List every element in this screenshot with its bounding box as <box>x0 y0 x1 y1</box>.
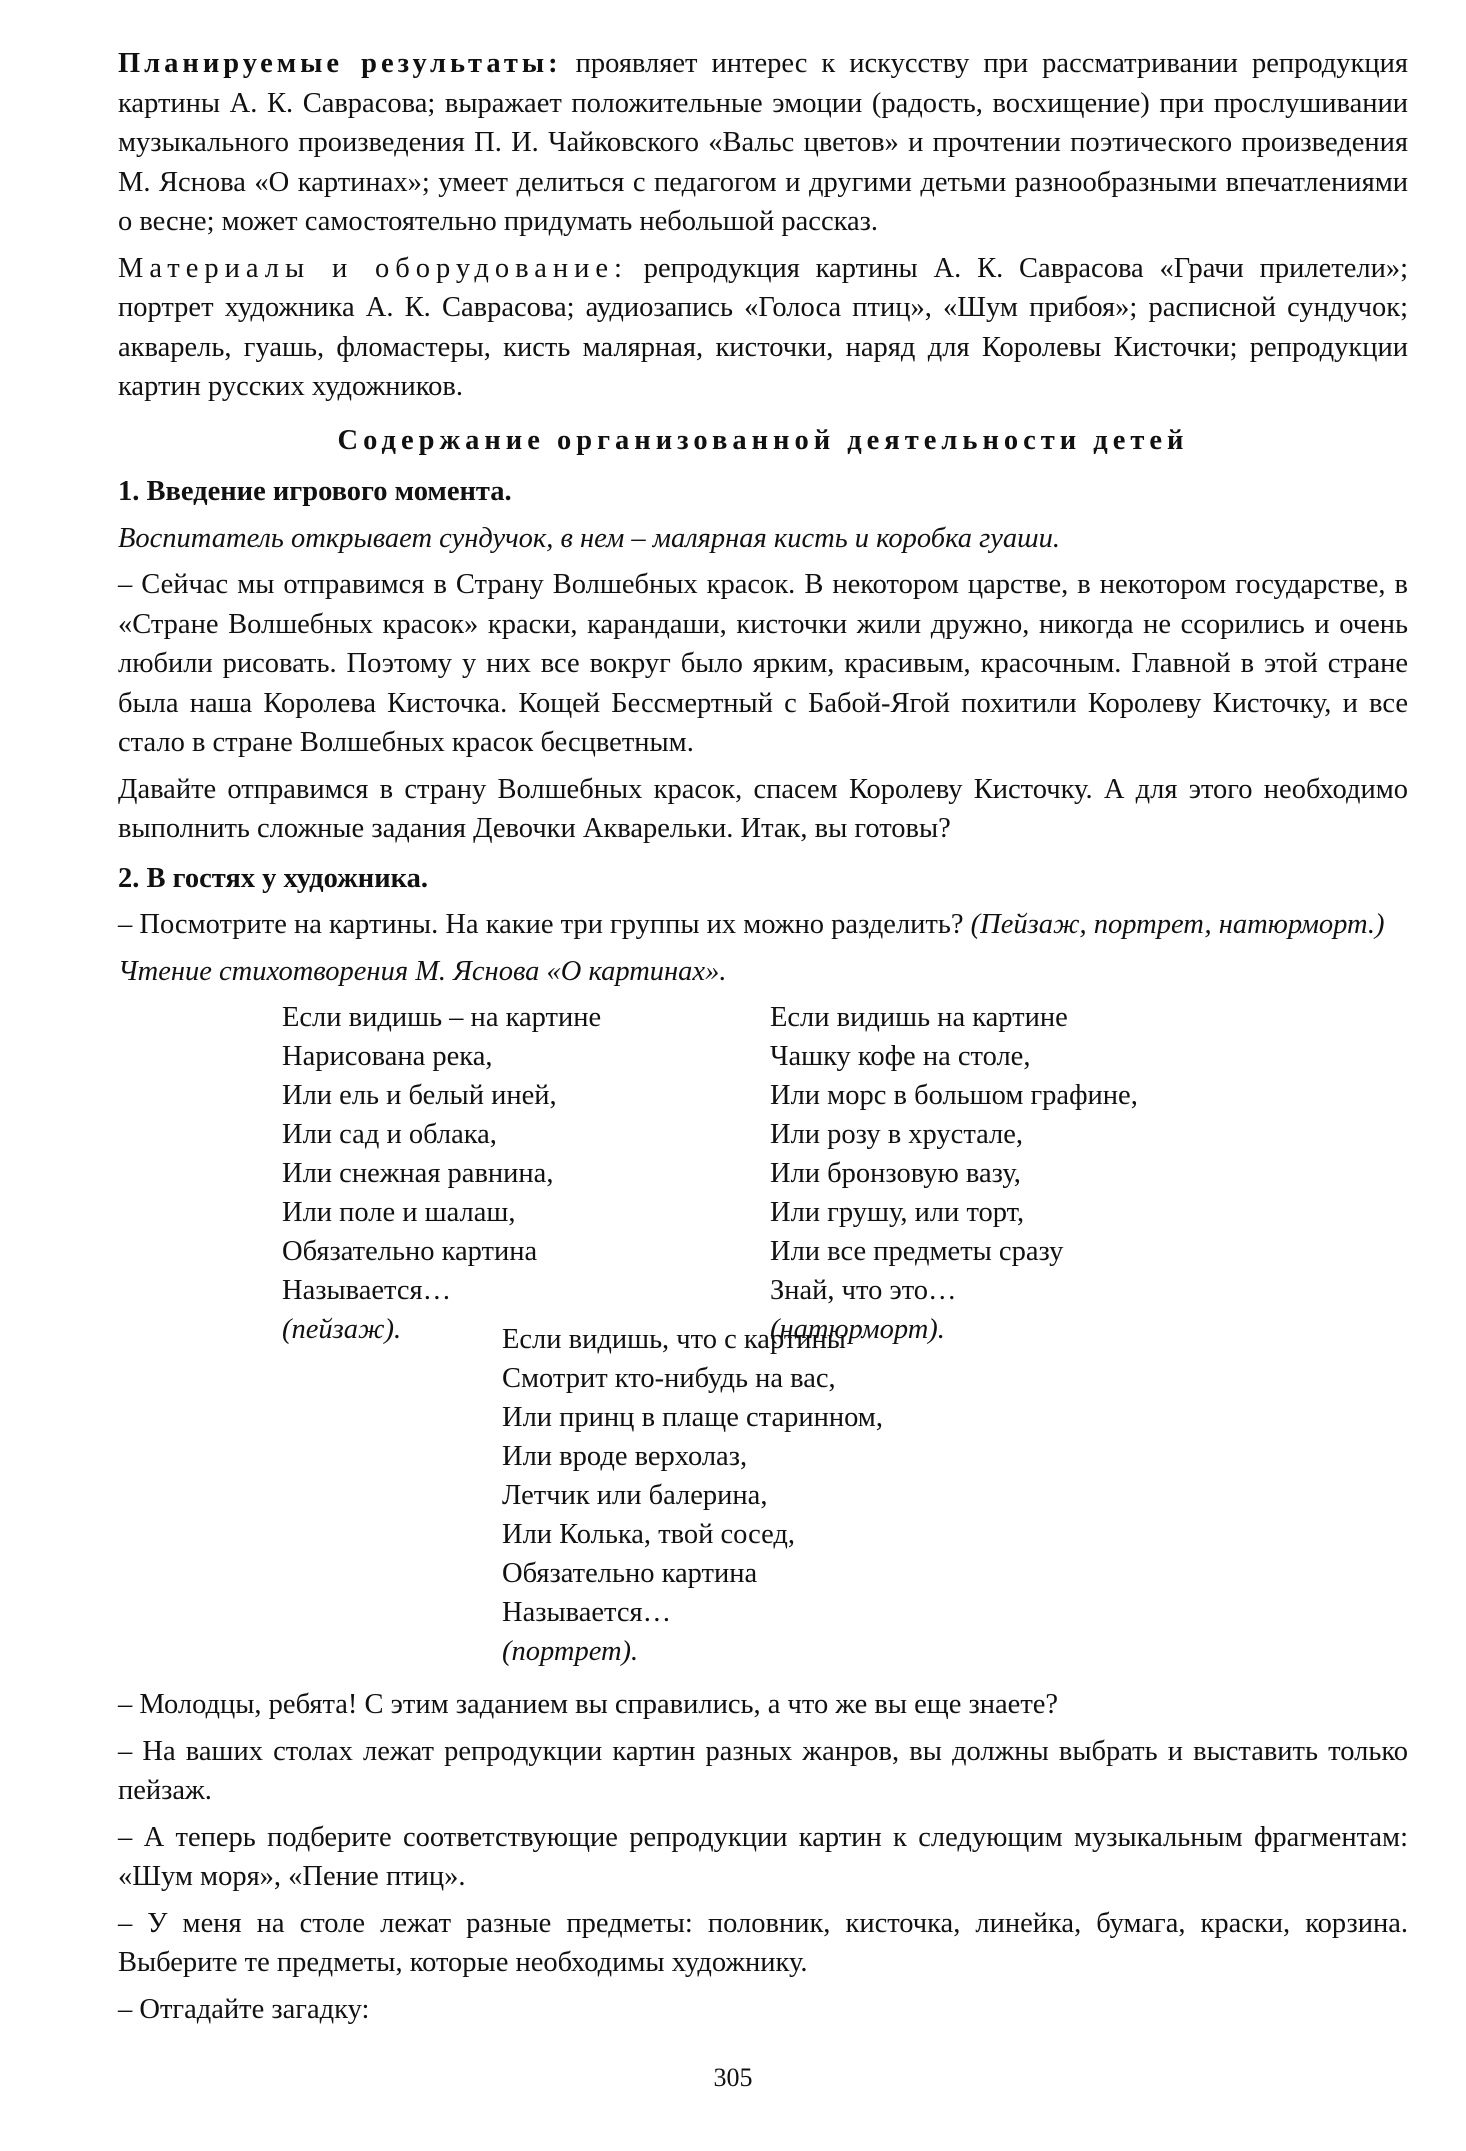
poem-line: Если видишь, что с картины <box>502 1324 846 1355</box>
poem-line: Если видишь на картине <box>770 1002 1068 1033</box>
poem-line: Или Колька, твой сосед, <box>502 1519 796 1550</box>
poem-line: Или розу в хрустале, <box>770 1119 1024 1150</box>
part2-question <box>118 905 1408 945</box>
poem-line: Или бронзовую вазу, <box>770 1158 1021 1189</box>
poem-line-text: Называется… <box>282 1275 452 1306</box>
poem-line: Или поле и шалаш, <box>282 1197 516 1228</box>
poem-line: Или грушу, или торт, <box>770 1197 1025 1228</box>
poem-line: Обязательно картина <box>502 1558 758 1589</box>
section-title: Содержание организованной деятельности детей <box>337 424 1189 456</box>
part1-heading: 1. Введение игрового момента. <box>118 476 512 507</box>
poem-line-text: Знай, что это… <box>770 1275 957 1306</box>
poem-line: Или сад и облака, <box>282 1119 497 1150</box>
tail-line-5: – Отгадайте загадку: <box>118 1993 370 2025</box>
part1-paragraph-1: – Сейчас мы отправимся в Страну Волшебных красок. В некотором царстве, в некотором государстве, в «Стране Волшебных красок» краски, карандаши, кисточки жили дружно, никогда не ссорились и очень любили рисовать. Поэтому у них все вокруг было ярким, красивым, красочным. Главной в этой стране была наша Королева Кисточка. Кощей Бессмертный с Бабой-Ягой похитили Королеву Кисточку, и все стало в стране Волшебных красок бесцветным. <box>118 569 1408 758</box>
poem-portrait <box>502 1320 1408 1671</box>
part2-question-answer: (Пейзаж, портрет, натюрморт.) <box>970 909 1385 940</box>
part1-paragraph-2: Давайте отправимся в страну Волшебных красок, спасем Королеву Кисточку. А для этого необходимо выполнить сложные задания Девочки Акварельки. Итак, вы готовы? <box>118 773 1408 844</box>
poem-answer: (натюрморт). <box>770 1314 945 1345</box>
part1-stage-direction: Воспитатель открывает сундучок, в нем – малярная кисть и коробка гуаши. <box>118 522 1061 554</box>
poem-line: Или все предметы сразу <box>770 1236 1064 1267</box>
materials-label: Материалы и оборудование: <box>118 252 628 284</box>
poem-line: Смотрит кто-нибудь на вас, <box>502 1363 836 1394</box>
planned-results-label: Планируемые результаты: <box>118 48 562 79</box>
poem-line: Нарисована река, <box>282 1041 493 1072</box>
poem-answer: (пейзаж). <box>282 1314 402 1345</box>
poem-line-text: Называется… <box>502 1597 672 1628</box>
poem-line: Обязательно картина <box>282 1236 538 1267</box>
page-number: 305 <box>713 2063 753 2092</box>
poem-line: Или снежная равнина, <box>282 1158 554 1189</box>
poem-reading-note: Чтение стихотворения М. Яснова «О картинах». <box>118 955 727 987</box>
poem-line: Или ель и белый иней, <box>282 1080 557 1111</box>
poem-line: Или вроде верхолаз, <box>502 1441 748 1472</box>
poem-landscape <box>282 998 601 1349</box>
tail-line-2: – На ваших столах лежат репродукции картин разных жанров, вы должны выбрать и выставить только пейзаж. <box>118 1735 1408 1806</box>
poem-answer: (портрет). <box>502 1636 639 1667</box>
part2-heading: 2. В гостях у художника. <box>118 862 429 894</box>
planned-results-paragraph <box>118 44 1408 242</box>
document-body <box>118 44 1408 2036</box>
poem-line: Если видишь – на картине <box>282 1002 602 1033</box>
poem-line-final <box>502 1593 1408 1671</box>
poem-still-life <box>770 998 1138 1349</box>
tail-line-3: – А теперь подберите соответствующие репродукции картин к следующим музыкальным фрагментам: «Шум моря», «Пение птиц». <box>118 1821 1408 1892</box>
materials-paragraph <box>118 249 1408 407</box>
materials-text: репродукция картины А. К. Саврасова «Грачи прилетели»; портрет художника А. К. Саврасова; аудиозапись «Голоса птиц», «Шум прибоя»; расписной сундучок; акварель, гуашь, фломастеры, кисть малярная, кисточки, наряд для Королевы Кисточки; репродукции картин русских художников. <box>118 252 1408 402</box>
tail-line-1: – Молодцы, ребята! С этим заданием вы справились, а что же вы еще знаете? <box>118 1689 1059 1720</box>
poem-line: Или принц в плаще старинном, <box>502 1402 883 1433</box>
part2-question-text: – Посмотрите на картины. На какие три группы их можно разделить? <box>118 909 971 940</box>
planned-results-text: проявляет интерес к искусству при рассматривании репродукция картины А. К. Саврасова; выражает положительные эмоции (радость, восхищение) при прослушивании музыкального произведения П. И. Чайковского «Вальс цветов» и прочтении поэтического произведения М. Яснова «О картинах»; умеет делиться с педагогом и другими детьми разнообразными впечатлениями о весне; может самостоятельно придумать небольшой рассказ. <box>118 48 1408 237</box>
tail-line-4: – У меня на столе лежат разные предметы: половник, кисточка, линейка, бумага, краски, корзина. Выберите те предметы, которые необходимы художнику. <box>118 1907 1408 1978</box>
poem-line: Летчик или балерина, <box>502 1480 768 1511</box>
poem-line: Или морс в большом графине, <box>770 1080 1138 1111</box>
poem-line: Чашку кофе на столе, <box>770 1041 1031 1072</box>
